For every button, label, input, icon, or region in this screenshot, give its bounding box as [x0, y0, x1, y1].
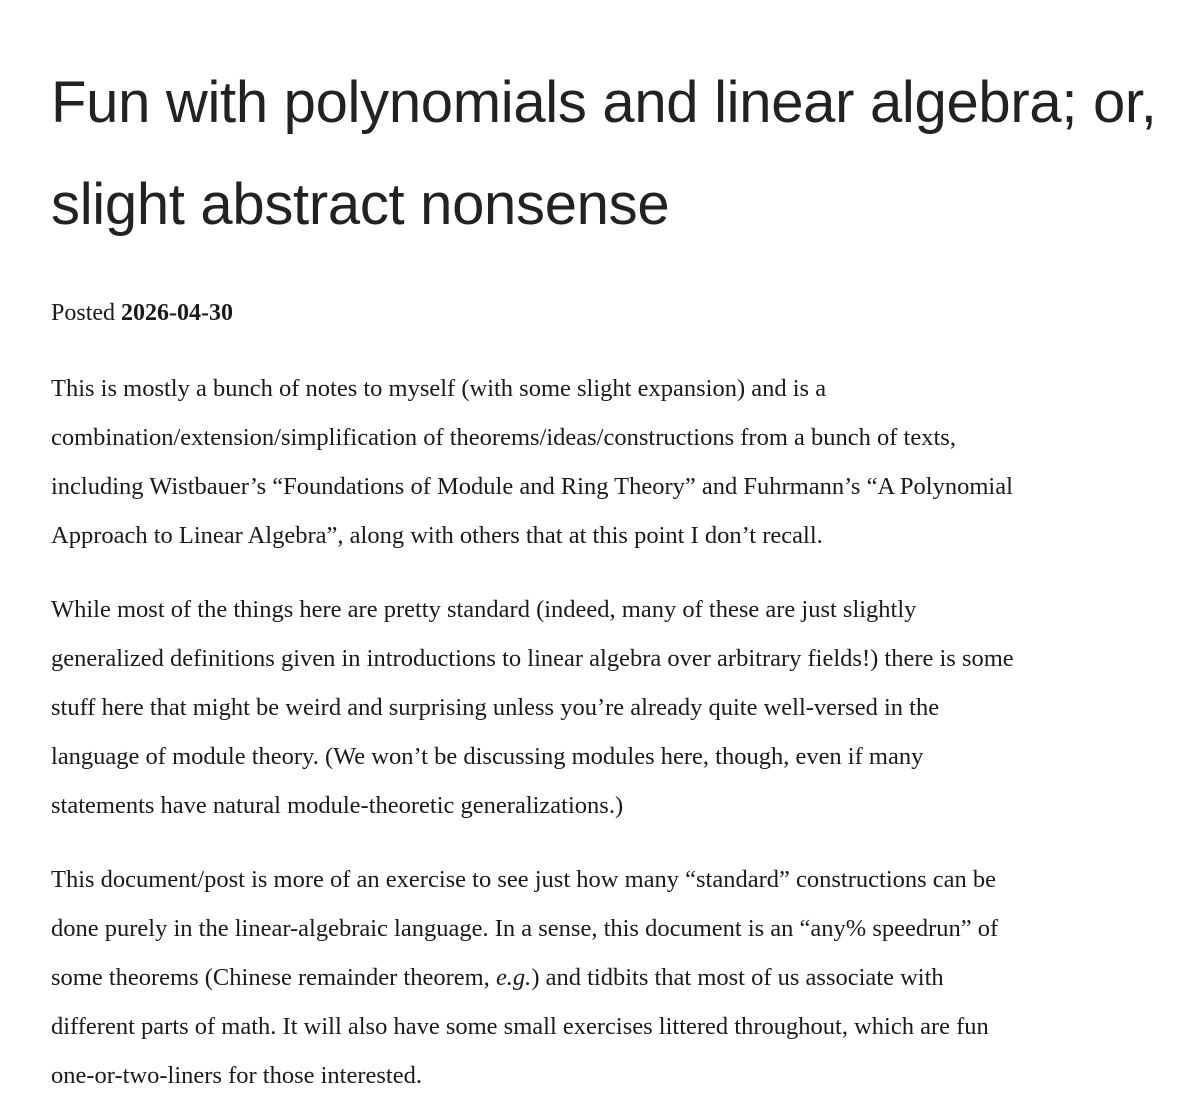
paragraph [51, 585, 1171, 830]
paragraph-line: one-or-two-liners for those interested. [51, 1062, 422, 1089]
posted-label: Posted [51, 300, 116, 326]
paragraph-line: This document/post is more of an exercise to see just how many “standard” constructions can be [51, 866, 997, 893]
posted-date: 2026-04-30 [121, 300, 233, 326]
article-body [51, 364, 1171, 1100]
paragraph-line: stuff here that might be weird and surprising unless you’re already quite well-versed in the [51, 694, 940, 721]
paragraph-line: done purely in the linear-algebraic language. In a sense, this document is an “any% speedrun” of [51, 915, 999, 942]
paragraph [51, 364, 1171, 560]
abbreviation-eg: e.g. [495, 964, 532, 991]
paragraph-line: including Wistbauer’s “Foundations of Module and Ring Theory” and Fuhrmann’s “A Polynomial [51, 473, 1013, 500]
paragraph-line: While most of the things here are pretty standard (indeed, many of these are just slightly [51, 596, 917, 623]
posted-date-line [51, 298, 1200, 328]
paragraph-line-start: some theorems (Chinese remainder theorem, [51, 964, 496, 991]
paragraph-line [51, 953, 1171, 1002]
paragraph-line: different parts of math. It will also have some small exercises littered throughout, which are fun [51, 1013, 989, 1040]
paragraph-line: generalized definitions given in introductions to linear algebra over arbitrary fields!) there is some [51, 645, 1014, 672]
paragraph-line: statements have natural module-theoretic generalizations.) [51, 792, 624, 819]
paragraph-line: This is mostly a bunch of notes to myself (with some slight expansion) and is a [51, 375, 827, 402]
paragraph [51, 855, 1171, 1100]
title-line: slight abstract nonsense [51, 172, 670, 237]
paragraph-line: Approach to Linear Algebra”, along with others that at this point I don’t recall. [51, 522, 823, 549]
title-line: Fun with polynomials and linear algebra; or, [51, 70, 1157, 135]
page-title [51, 0, 1171, 256]
paragraph-line-end: ) and tidbits that most of us associate with [531, 964, 944, 991]
paragraph-line: language of module theory. (We won’t be discussing modules here, though, even if many [51, 743, 924, 770]
paragraph-line: combination/extension/simplification of theorems/ideas/constructions from a bunch of texts, [51, 424, 956, 451]
